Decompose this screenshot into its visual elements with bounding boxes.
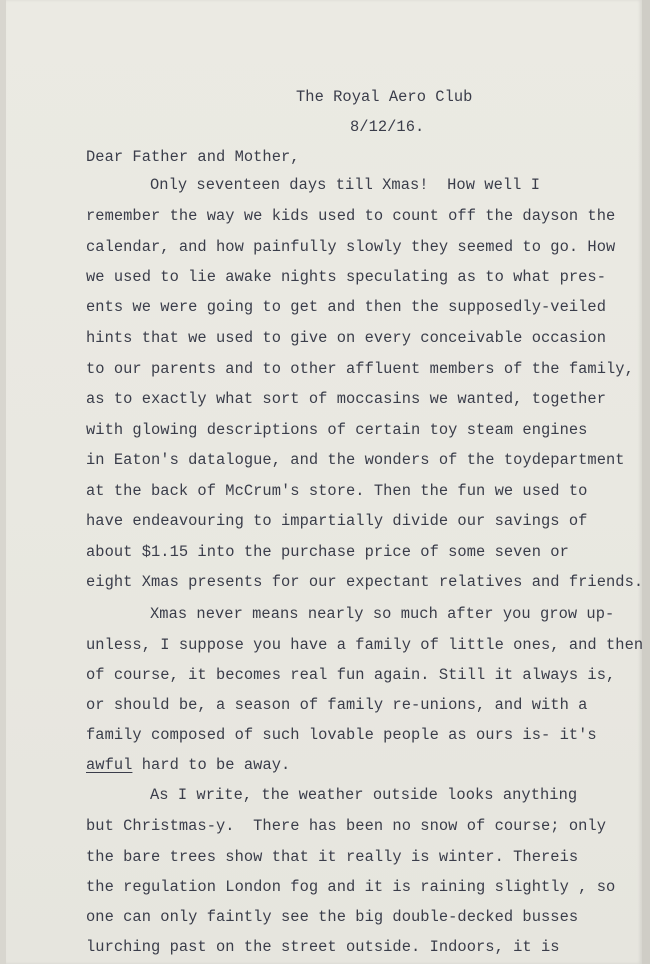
text-line: to our parents and to other affluent members of the family,	[86, 360, 634, 378]
salutation: Dear Father and Mother,	[86, 148, 300, 166]
text-line	[86, 758, 290, 773]
underlined-word: awful	[86, 756, 133, 774]
page-edge	[642, 0, 650, 964]
text-line: or should be, a season of family re-unions, and with a	[86, 696, 588, 714]
line-remainder: hard to be away.	[132, 756, 291, 774]
text-line: the regulation London fog and it is raining slightly , so	[86, 878, 616, 896]
text-line: hints that we used to give on every conceivable occasion	[86, 329, 607, 347]
text-line: we used to lie awake nights speculating as to what pres-	[86, 268, 607, 286]
text-line: at the back of McCrum's store. Then the fun we used to	[86, 482, 588, 500]
text-line: remember the way we kids used to count off the dayson the	[86, 207, 616, 225]
text-line: calendar, and how painfully slowly they seemed to go. How	[86, 238, 616, 256]
text-line: eight Xmas presents for our expectant relatives and friends.	[86, 573, 644, 591]
text-line: as to exactly what sort of moccasins we wanted, together	[86, 390, 607, 408]
text-line: about $1.15 into the purchase price of some seven or	[86, 543, 569, 561]
text-line: of course, it becomes real fun again. Still it always is,	[86, 666, 616, 684]
text-line: Xmas never means nearly so much after you grow up-	[150, 605, 615, 623]
text-line: but Christmas-y. There has been no snow of course; only	[86, 817, 607, 835]
text-line: As I write, the weather outside looks anything	[150, 786, 578, 804]
text-line: have endeavouring to impartially divide our savings of	[86, 512, 588, 530]
text-line: one can only faintly see the big double-decked busses	[86, 908, 579, 926]
text-line: unless, I suppose you have a family of little ones, and then	[86, 636, 644, 654]
text-line: Only seventeen days till Xmas! How well I	[150, 176, 541, 194]
text-line: lurching past on the street outside. Indoors, it is	[86, 938, 560, 956]
text-line: with glowing descriptions of certain toy steam engines	[86, 421, 588, 439]
letter-date: 8/12/16.	[350, 118, 425, 136]
text-line: in Eaton's datalogue, and the wonders of the toydepartment	[86, 451, 625, 469]
letterhead-organization: The Royal Aero Club	[296, 88, 473, 106]
text-line: ents we were going to get and then the supposedly-veiled	[86, 298, 607, 316]
text-line: family composed of such lovable people as ours is- it's	[86, 726, 597, 744]
text-line: the bare trees show that it really is winter. Thereis	[86, 848, 579, 866]
